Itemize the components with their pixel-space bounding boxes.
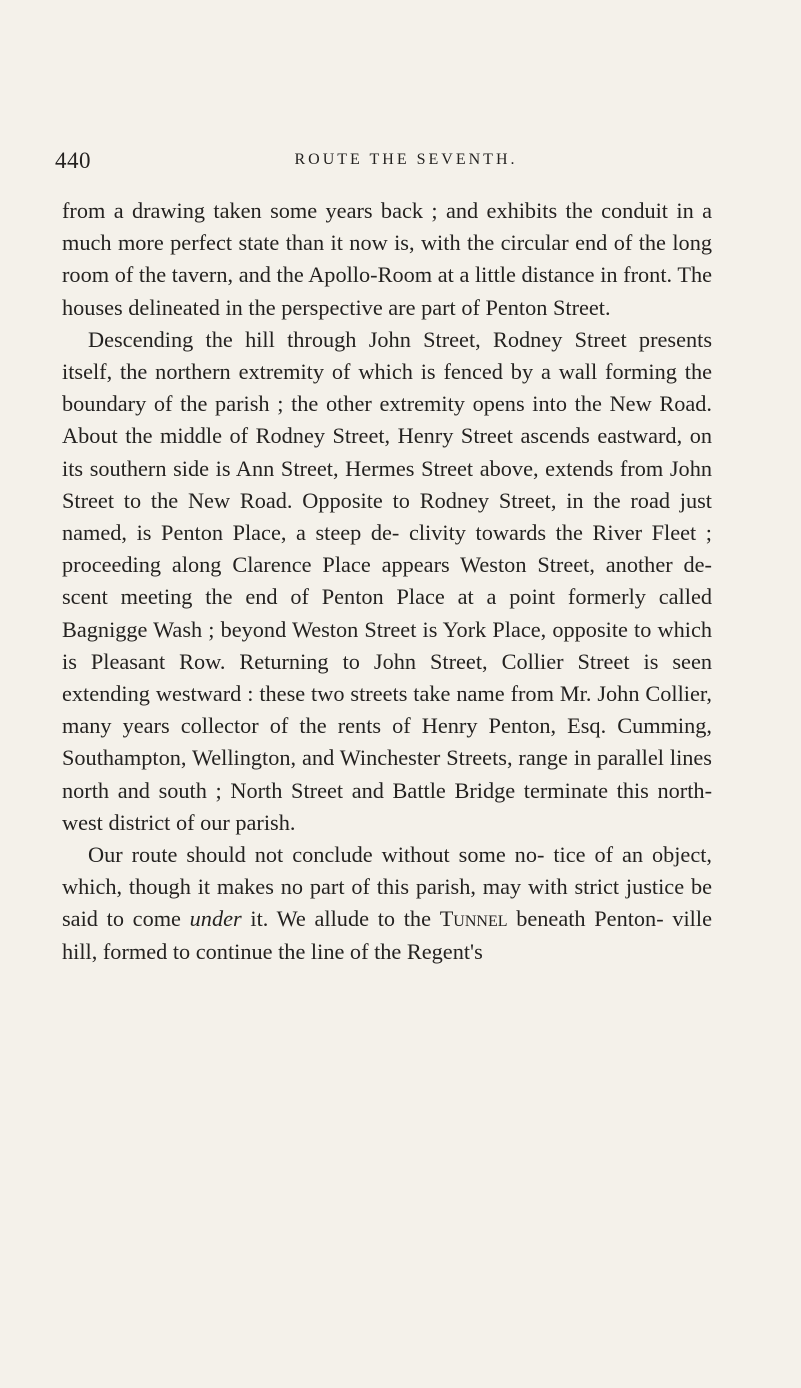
page-number: 440 [55,148,91,173]
paragraph-2: Descending the hill through John Street, Rodney Street presents itself, the northern extremity of which is fenced by a wall forming the boundary of the parish ; the other extremity opens into the New Road. About the middle of Rodney Street, Henry Street ascends eastward, on its southern side is Ann Street, Hermes Street above, extends from John Street to the New Road. Opposite to Rodney Street, in the road just named, is Penton Place, a steep de- clivity towards the River Fleet ; proceeding along Clarence Place appears Weston Street, another de- scent meeting the end of Penton Place at a point formerly called Bagnigge Wash ; beyond Weston Street is York Place, opposite to which is Pleasant Row. Returning to John Street, Collier Street is seen extending westward : these two streets take name from Mr. John Collier, many years collector of the rents of Henry Penton, Esq. Cumming, Southampton, Wellington, and Winchester Streets, range in parallel lines north and south ; North Street and Battle Bridge terminate this north-west district of our parish. [62,326,712,835]
paragraph-3-part-c: beneath Penton- ville hill, formed to continue the line of the Regent's [62,906,712,964]
body-text [62,195,712,968]
page-header [55,148,717,184]
italic-word: under [189,906,242,932]
running-head: ROUTE THE SEVENTH. [294,151,518,168]
paragraph-1: from a drawing taken some years back ; and exhibits the conduit in a much more perfect state than it now is, with the circular end of the long room of the tavern, and the Apollo-Room at a little distance in front. The houses delineated in the perspective are part of Penton Street. [62,198,712,320]
small-caps-word: Tunnel [439,906,508,932]
paragraph-3-part-b: it. We allude to the [250,906,431,932]
paragraph-3-part-a: Our route should not conclude without some no- tice of an object, which, though it makes no part of this parish, may with strict justice be said to come [62,842,712,932]
paragraph-3 [62,839,712,968]
